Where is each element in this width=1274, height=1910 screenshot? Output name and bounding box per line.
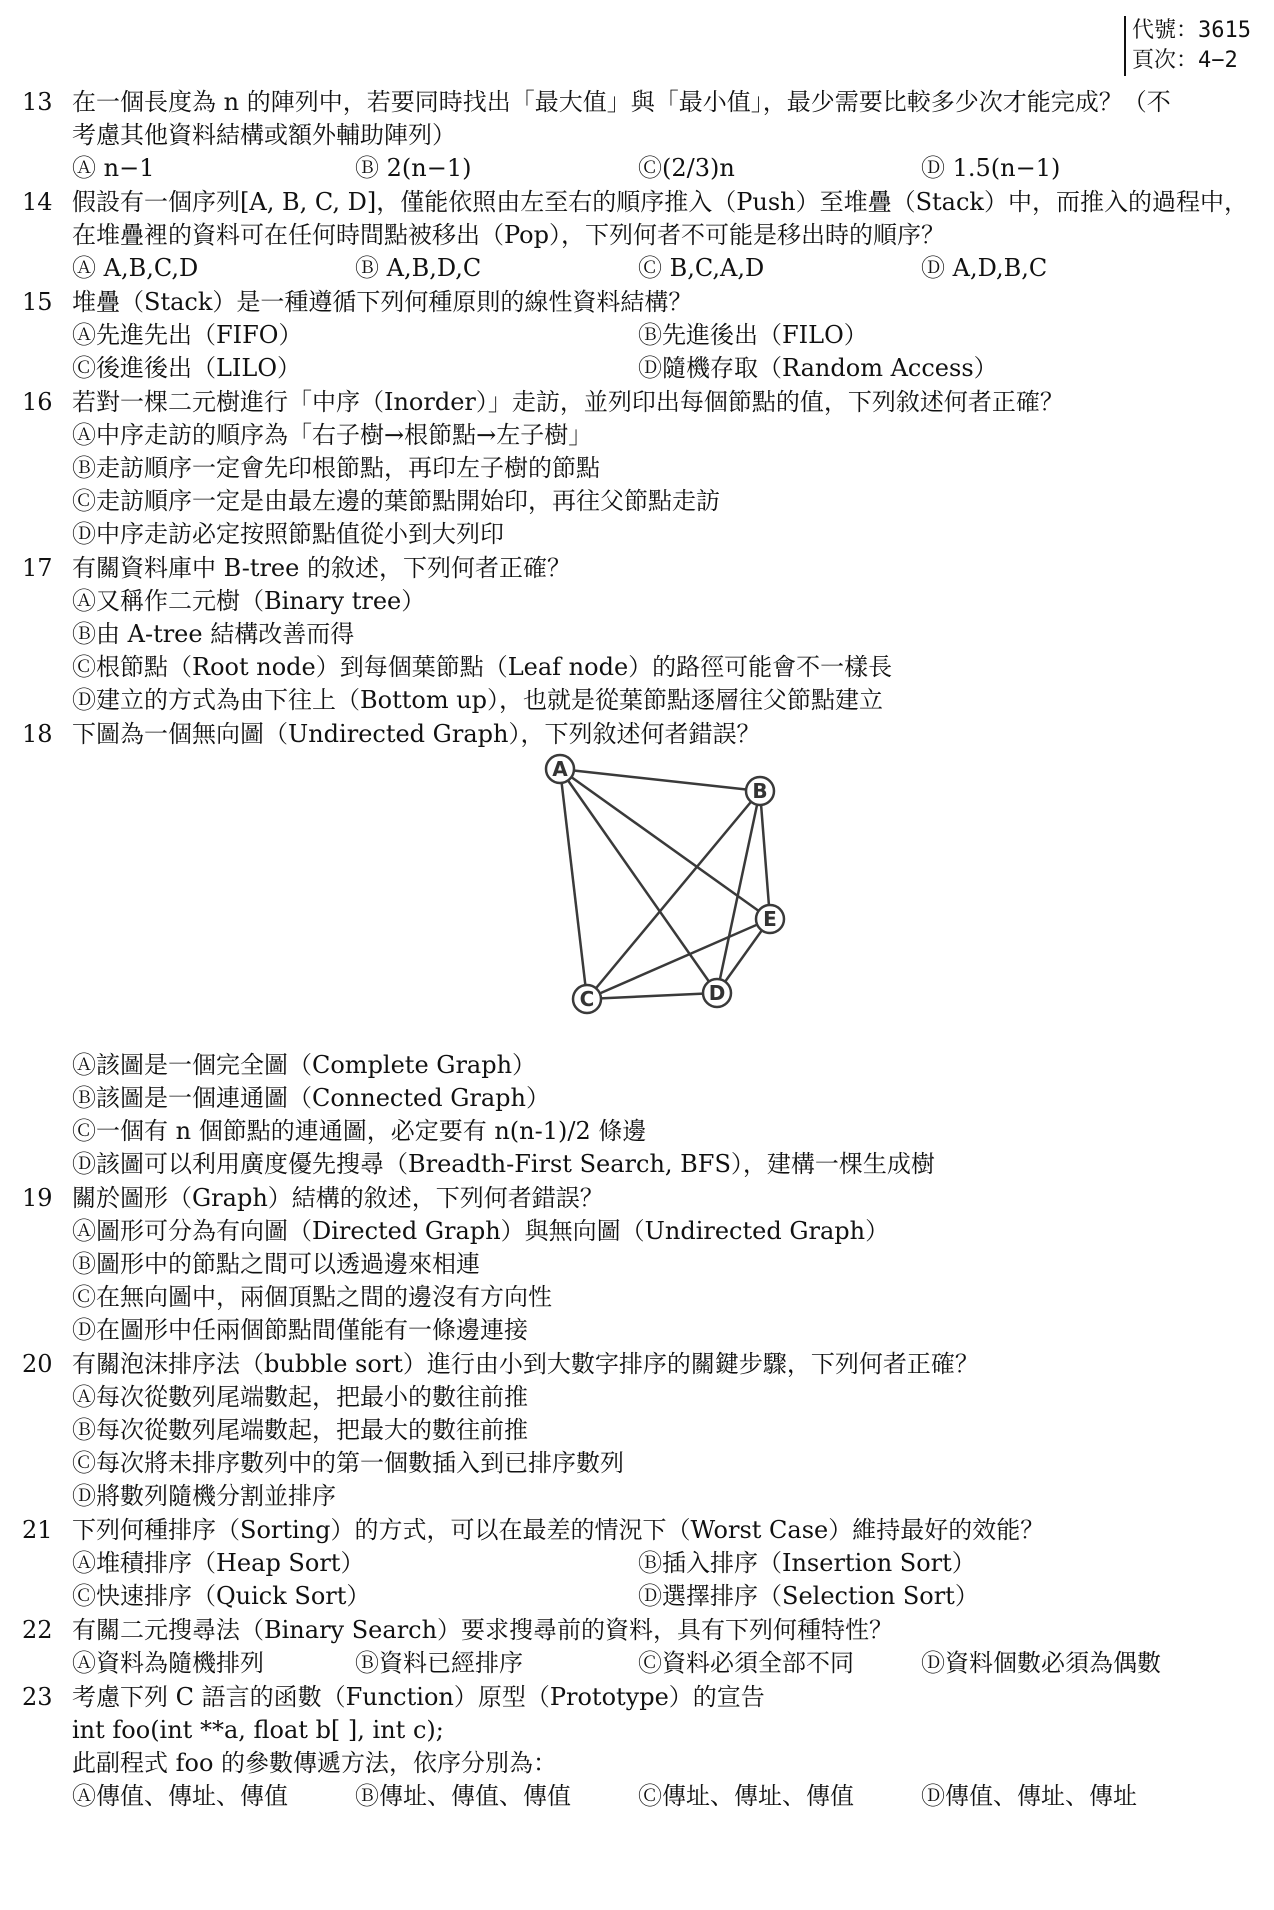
option-c: Ⓒ在無向圖中，兩個頂點之間的邊沒有方向性	[72, 1283, 552, 1311]
option-b: Ⓑ走訪順序一定會先印根節點，再印左子樹的節點	[72, 454, 600, 482]
graph-node-label: E	[763, 907, 777, 931]
option-a: Ⓐ又稱作二元樹（Binary tree）	[72, 587, 426, 615]
question-list	[22, 86, 1262, 1814]
graph-node-E	[756, 905, 784, 933]
option-d: Ⓓ將數列隨機分割並排序	[72, 1482, 336, 1510]
question-stem: 在堆疊裡的資料可在任何時間點被移出（Pop），下列何者不可能是移出時的順序？	[72, 221, 945, 249]
option-b: Ⓑ每次從數列尾端數起，把最大的數往前推	[72, 1416, 528, 1444]
option-d: Ⓓ在圖形中任兩個節點間僅能有一條邊連接	[72, 1316, 528, 1344]
answer-options	[72, 1215, 1262, 1347]
graph-node-A	[546, 755, 574, 783]
option-b: Ⓑ傳址、傳值、傳值	[355, 1782, 571, 1810]
question-number: 23	[22, 1683, 53, 1711]
question-number: 19	[22, 1184, 53, 1212]
option-c: Ⓒ後進後出（LILO）	[72, 354, 302, 382]
answer-options	[72, 319, 1262, 385]
question-22	[22, 1614, 1262, 1680]
question-number: 15	[22, 288, 53, 316]
question-stem: 有關資料庫中 B-tree 的敘述，下列何者正確？	[72, 554, 571, 582]
question-stem: 下圖為一個無向圖（Undirected Graph），下列敘述何者錯誤？	[72, 720, 761, 748]
question-number: 18	[22, 720, 53, 748]
option-c: Ⓒ B,C,A,D	[638, 254, 765, 282]
graph-edge-A-B	[560, 769, 760, 791]
option-d: Ⓓ中序走訪必定按照節點值從小到大列印	[72, 520, 504, 548]
graph-edge-C-D	[587, 993, 717, 999]
answer-options	[72, 252, 1262, 285]
question-stem: 假設有一個序列[A, B, C, D]，僅能依照由左至右的順序推入（Push）至堆疊（Stack）中，而推入的過程中，	[72, 188, 1248, 216]
question-19	[22, 1182, 1262, 1347]
option-c: Ⓒ快速排序（Quick Sort）	[72, 1582, 371, 1610]
option-a: Ⓐ中序走訪的順序為「右子樹→根節點→左子樹」	[72, 421, 593, 449]
question-21	[22, 1514, 1262, 1613]
question-16	[22, 386, 1262, 551]
question-number: 20	[22, 1350, 53, 1378]
question-number: 22	[22, 1616, 53, 1644]
answer-options	[72, 1547, 1262, 1613]
graph-figure	[72, 751, 1262, 1049]
answer-options	[72, 152, 1262, 185]
page-number: 頁次：4−2	[1132, 48, 1238, 73]
option-b: Ⓑ插入排序（Insertion Sort）	[638, 1549, 976, 1577]
option-c: Ⓒ資料必須全部不同	[638, 1649, 854, 1677]
option-d: Ⓓ選擇排序（Selection Sort）	[638, 1582, 979, 1610]
option-a: Ⓐ A,B,C,D	[72, 254, 199, 282]
option-d: Ⓓ傳值、傳址、傳址	[921, 1782, 1137, 1810]
question-14	[22, 186, 1262, 285]
option-d: Ⓓ 1.5(n−1)	[921, 154, 1061, 182]
option-b: Ⓑ先進後出（FILO）	[638, 321, 868, 349]
option-c: Ⓒ根節點（Root node）到每個葉節點（Leaf node）的路徑可能會不一樣長	[72, 653, 893, 681]
option-b: Ⓑ資料已經排序	[355, 1649, 523, 1677]
graph-node-label: B	[752, 779, 768, 803]
option-b: Ⓑ 2(n−1)	[355, 154, 472, 182]
option-c: Ⓒ一個有 n 個節點的連通圖，必定要有 n(n-1)/2 條邊	[72, 1117, 647, 1145]
option-a: Ⓐ每次從數列尾端數起，把最小的數往前推	[72, 1383, 528, 1411]
question-number: 17	[22, 554, 53, 582]
question-stem: 有關二元搜尋法（Binary Search）要求搜尋前的資料，具有下列何種特性？	[72, 1616, 894, 1644]
option-a: Ⓐ該圖是一個完全圖（Complete Graph）	[72, 1051, 537, 1079]
question-stem: 考慮下列 C 語言的函數（Function）原型（Prototype）的宣告	[72, 1683, 765, 1711]
exam-code-box	[1124, 16, 1272, 76]
question-number: 14	[22, 188, 53, 216]
option-a: Ⓐ圖形可分為有向圖（Directed Graph）與無向圖（Undirected Graph）	[72, 1217, 890, 1245]
option-b: Ⓑ圖形中的節點之間可以透過邊來相連	[72, 1250, 480, 1278]
option-c: Ⓒ每次將未排序數列中的第一個數插入到已排序數列	[72, 1449, 624, 1477]
question-stem: 在一個長度為 n 的陣列中，若要同時找出「最大值」與「最小值」，最少需要比較多少次才能完成？（不	[72, 88, 1171, 116]
question-17	[22, 552, 1262, 717]
answer-options	[72, 1647, 1262, 1680]
question-18	[22, 718, 1262, 1181]
option-c: Ⓒ傳址、傳址、傳值	[638, 1782, 854, 1810]
question-number: 21	[22, 1516, 53, 1544]
graph-node-D	[703, 979, 731, 1007]
option-a: Ⓐ資料為隨機排列	[72, 1649, 264, 1677]
question-20	[22, 1348, 1262, 1513]
answer-options	[72, 1049, 1262, 1181]
option-a: Ⓐ堆積排序（Heap Sort）	[72, 1549, 365, 1577]
question-23	[22, 1681, 1262, 1813]
option-d: Ⓓ建立的方式為由下往上（Bottom up），也就是從葉節點逐層往父節點建立	[72, 686, 884, 714]
answer-options	[72, 1780, 1262, 1813]
question-stem: 堆疊（Stack）是一種遵循下列何種原則的線性資料結構？	[72, 288, 693, 316]
option-b: Ⓑ A,B,D,C	[355, 254, 482, 282]
exam-code: 代號：3615	[1132, 18, 1251, 43]
question-13	[22, 86, 1262, 185]
question-stem: 考慮其他資料結構或額外輔助陣列）	[72, 121, 456, 149]
option-d: Ⓓ資料個數必須為偶數	[921, 1649, 1161, 1677]
option-a: Ⓐ傳值、傳址、傳值	[72, 1782, 288, 1810]
question-code-line: 此副程式 foo 的參數傳遞方法，依序分別為：	[72, 1749, 558, 1777]
question-number: 16	[22, 388, 53, 416]
option-a: Ⓐ n−1	[72, 154, 155, 182]
graph-node-label: A	[552, 757, 568, 781]
graph-node-label: C	[579, 987, 595, 1011]
graph-node-label: D	[708, 981, 726, 1005]
option-d: Ⓓ隨機存取（Random Access）	[638, 354, 998, 382]
question-stem: 關於圖形（Graph）結構的敘述，下列何者錯誤？	[72, 1184, 604, 1212]
undirected-graph	[542, 751, 802, 1026]
option-d: Ⓓ該圖可以利用廣度優先搜尋（Breadth-First Search, BFS），建構一棵生成樹	[72, 1150, 935, 1178]
question-stem: 若對一棵二元樹進行「中序（Inorder）」走訪，並列印出每個節點的值，下列敘述何者正確？	[72, 388, 1064, 416]
graph-node-C	[573, 985, 601, 1013]
answer-options	[72, 419, 1262, 551]
option-b: Ⓑ由 A-tree 結構改善而得	[72, 620, 355, 648]
option-d: Ⓓ A,D,B,C	[921, 254, 1048, 282]
question-stem: 下列何種排序（Sorting）的方式，可以在最差的情況下（Worst Case）維持最好的效能？	[72, 1516, 1045, 1544]
question-number: 13	[22, 88, 53, 116]
answer-options	[72, 585, 1262, 717]
option-c: Ⓒ走訪順序一定是由最左邊的葉節點開始印，再往父節點走訪	[72, 487, 720, 515]
question-code-line: int foo(int **a, float b[ ], int c);	[72, 1716, 444, 1744]
answer-options	[72, 1381, 1262, 1513]
graph-node-B	[746, 777, 774, 805]
option-a: Ⓐ先進先出（FIFO）	[72, 321, 303, 349]
question-15	[22, 286, 1262, 385]
option-c: Ⓒ(2/3)n	[638, 154, 735, 182]
graph-edge-B-E	[760, 791, 770, 919]
question-stem: 有關泡沫排序法（bubble sort）進行由小到大數字排序的關鍵步驟，下列何者正確？	[72, 1350, 979, 1378]
option-b: Ⓑ該圖是一個連通圖（Connected Graph）	[72, 1084, 550, 1112]
